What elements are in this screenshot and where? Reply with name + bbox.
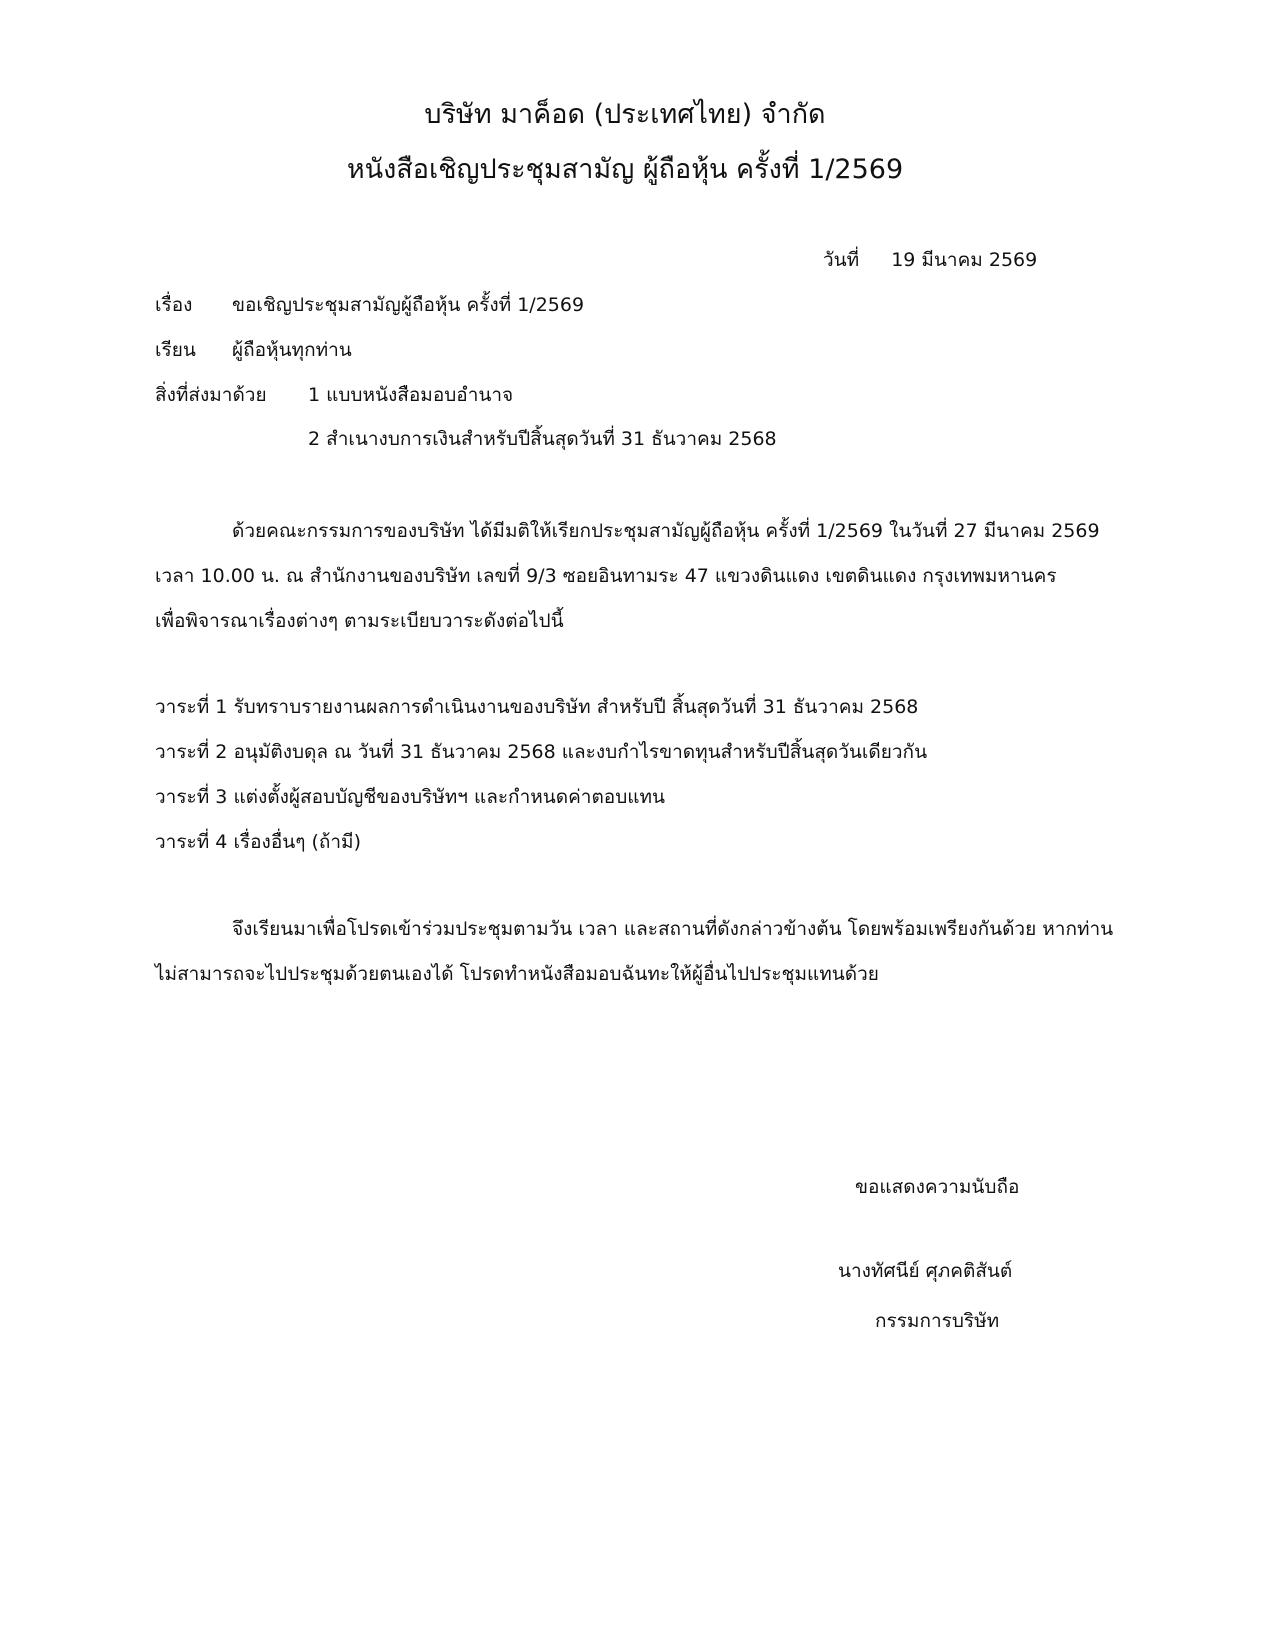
agenda-item: วาระที่ 1 รับทราบรายงานผลการดำเนินงานของบริษัท สำหรับปี สิ้นสุดวันที่ 31 ธันวาคม 2568: [155, 696, 919, 718]
paragraph-line: ไม่สามารถจะไปประชุมด้วยตนเองได้ โปรดทำหนังสือมอบฉันทะให้ผู้อื่นไปประชุมแทนด้วย: [155, 963, 879, 985]
paragraph-line: จึงเรียนมาเพื่อโปรดเข้าร่วมประชุมตามวัน เวลา และสถานที่ดังกล่าวข้างต้น โดยพร้อมเพรียงกันด้วย หากท่าน: [232, 918, 1114, 940]
recipient-label: เรียน: [155, 339, 196, 361]
subject-label: เรื่อง: [155, 294, 193, 316]
agenda-item: วาระที่ 3 แต่งตั้งผู้สอบบัญชีของบริษัทฯ และกำหนดค่าตอบแทน: [155, 786, 666, 808]
document-title: หนังสือเชิญประชุมสามัญ ผู้ถือหุ้น ครั้งที่ 1/2569: [346, 154, 904, 185]
paragraph-line: เพื่อพิจารณาเรื่องต่างๆ ตามระเบียบวาระดังต่อไปนี้: [155, 610, 564, 632]
subject-value: ขอเชิญประชุมสามัญผู้ถือหุ้น ครั้งที่ 1/2569: [232, 294, 585, 316]
agenda-item: วาระที่ 2 อนุมัติงบดุล ณ วันที่ 31 ธันวาคม 2568 และงบกำไรขาดทุนสำหรับปีสิ้นสุดวันเดียวกัน: [155, 741, 928, 763]
paragraph-line: ด้วยคณะกรรมการของบริษัท ได้มีมติให้เรียกประชุมสามัญผู้ถือหุ้น ครั้งที่ 1/2569 ในวันที่ 27 มีนาคม 2569: [232, 520, 1100, 542]
agenda-item: วาระที่ 4 เรื่องอื่นๆ (ถ้ามี): [155, 831, 361, 853]
signatory-name: นางทัศนีย์ ศุภคติสันต์: [838, 1260, 1013, 1282]
date-label: วันที่: [823, 249, 860, 271]
enclosure-item: 1 แบบหนังสือมอบอำนาจ: [308, 384, 514, 406]
signatory-position: กรรมการบริษัท: [875, 1310, 1000, 1332]
recipient-value: ผู้ถือหุ้นทุกท่าน: [232, 339, 352, 361]
company-name: บริษัท มาค็อด (ประเทศไทย) จำกัด: [424, 99, 826, 130]
closing-salutation: ขอแสดงความนับถือ: [855, 1176, 1020, 1198]
date-value: 19 มีนาคม 2569: [891, 249, 1038, 271]
letter-date: [823, 251, 1037, 270]
enclosures-label: สิ่งที่ส่งมาด้วย: [155, 384, 267, 406]
paragraph-line: เวลา 10.00 น. ณ สำนักงานของบริษัท เลขที่ 9/3 ซอยอินทามระ 47 แขวงดินแดง เขตดินแดง กรุงเทพมหานคร: [155, 565, 1057, 587]
enclosure-item: 2 สำเนางบการเงินสำหรับปีสิ้นสุดวันที่ 31 ธันวาคม 2568: [308, 428, 777, 450]
